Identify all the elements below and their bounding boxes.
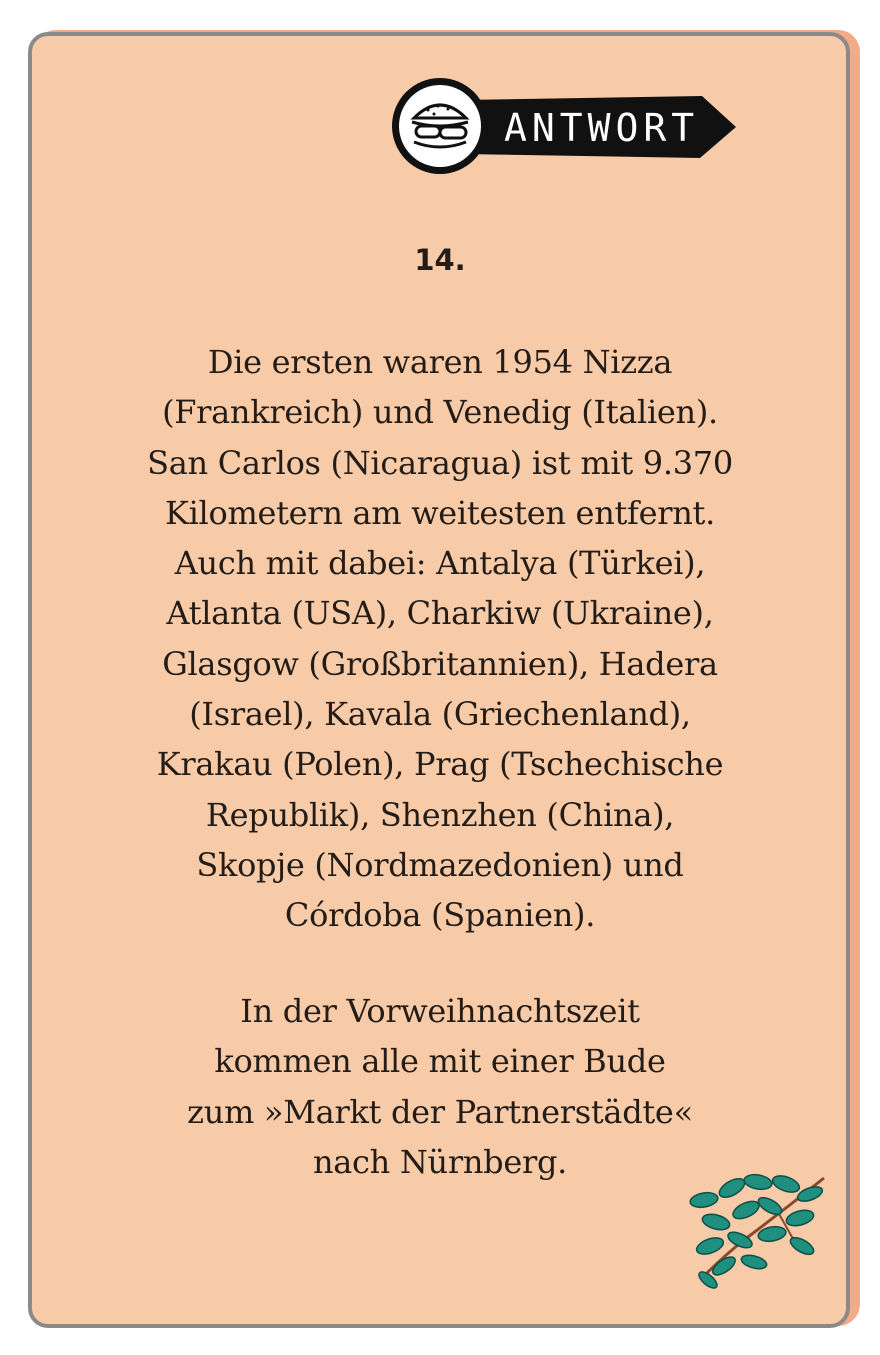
answer-badge [392,78,737,178]
text-line: kommen alle mit einer Bude [214,1042,666,1081]
text-line: Atlanta (USA), Charkiw (Ukraine), [166,594,714,633]
text-line: nach Nürnberg. [312,1142,568,1181]
text-line: Kilometern am weitesten entfernt. [165,493,715,532]
question-number: 14. [414,243,466,277]
text-line: zum »Markt der Partnerstädte« [187,1092,693,1131]
answer-paragraph-2 [40,986,840,1187]
badge-circle [392,78,488,174]
text-line: Auch mit dabei: Antalya (Türkei), [174,544,706,583]
leaf-branch-icon [684,1170,830,1290]
sandwich-icon [406,96,474,156]
badge-label: ANTWORT [504,106,700,150]
text-line: Córdoba (Spanien). [284,896,596,935]
text-line: (Israel), Kavala (Griechenland), [189,695,691,734]
text-line: Glasgow (Großbritannien), Hadera [162,644,718,683]
text-line: In der Vorweihnachtszeit [240,992,640,1030]
text-line: Die ersten waren 1954 Nizza [207,343,673,381]
answer-paragraph-1 [40,337,840,941]
text-line: Skopje (Nordmazedonien) und [196,845,684,884]
text-line: (Frankreich) und Venedig (Italien). [162,393,718,432]
text-line: Republik), Shenzhen (China), [205,795,675,834]
text-line: San Carlos (Nicaragua) ist mit 9.370 [147,443,733,482]
text-line: Krakau (Polen), Prag (Tschechische [156,745,724,784]
